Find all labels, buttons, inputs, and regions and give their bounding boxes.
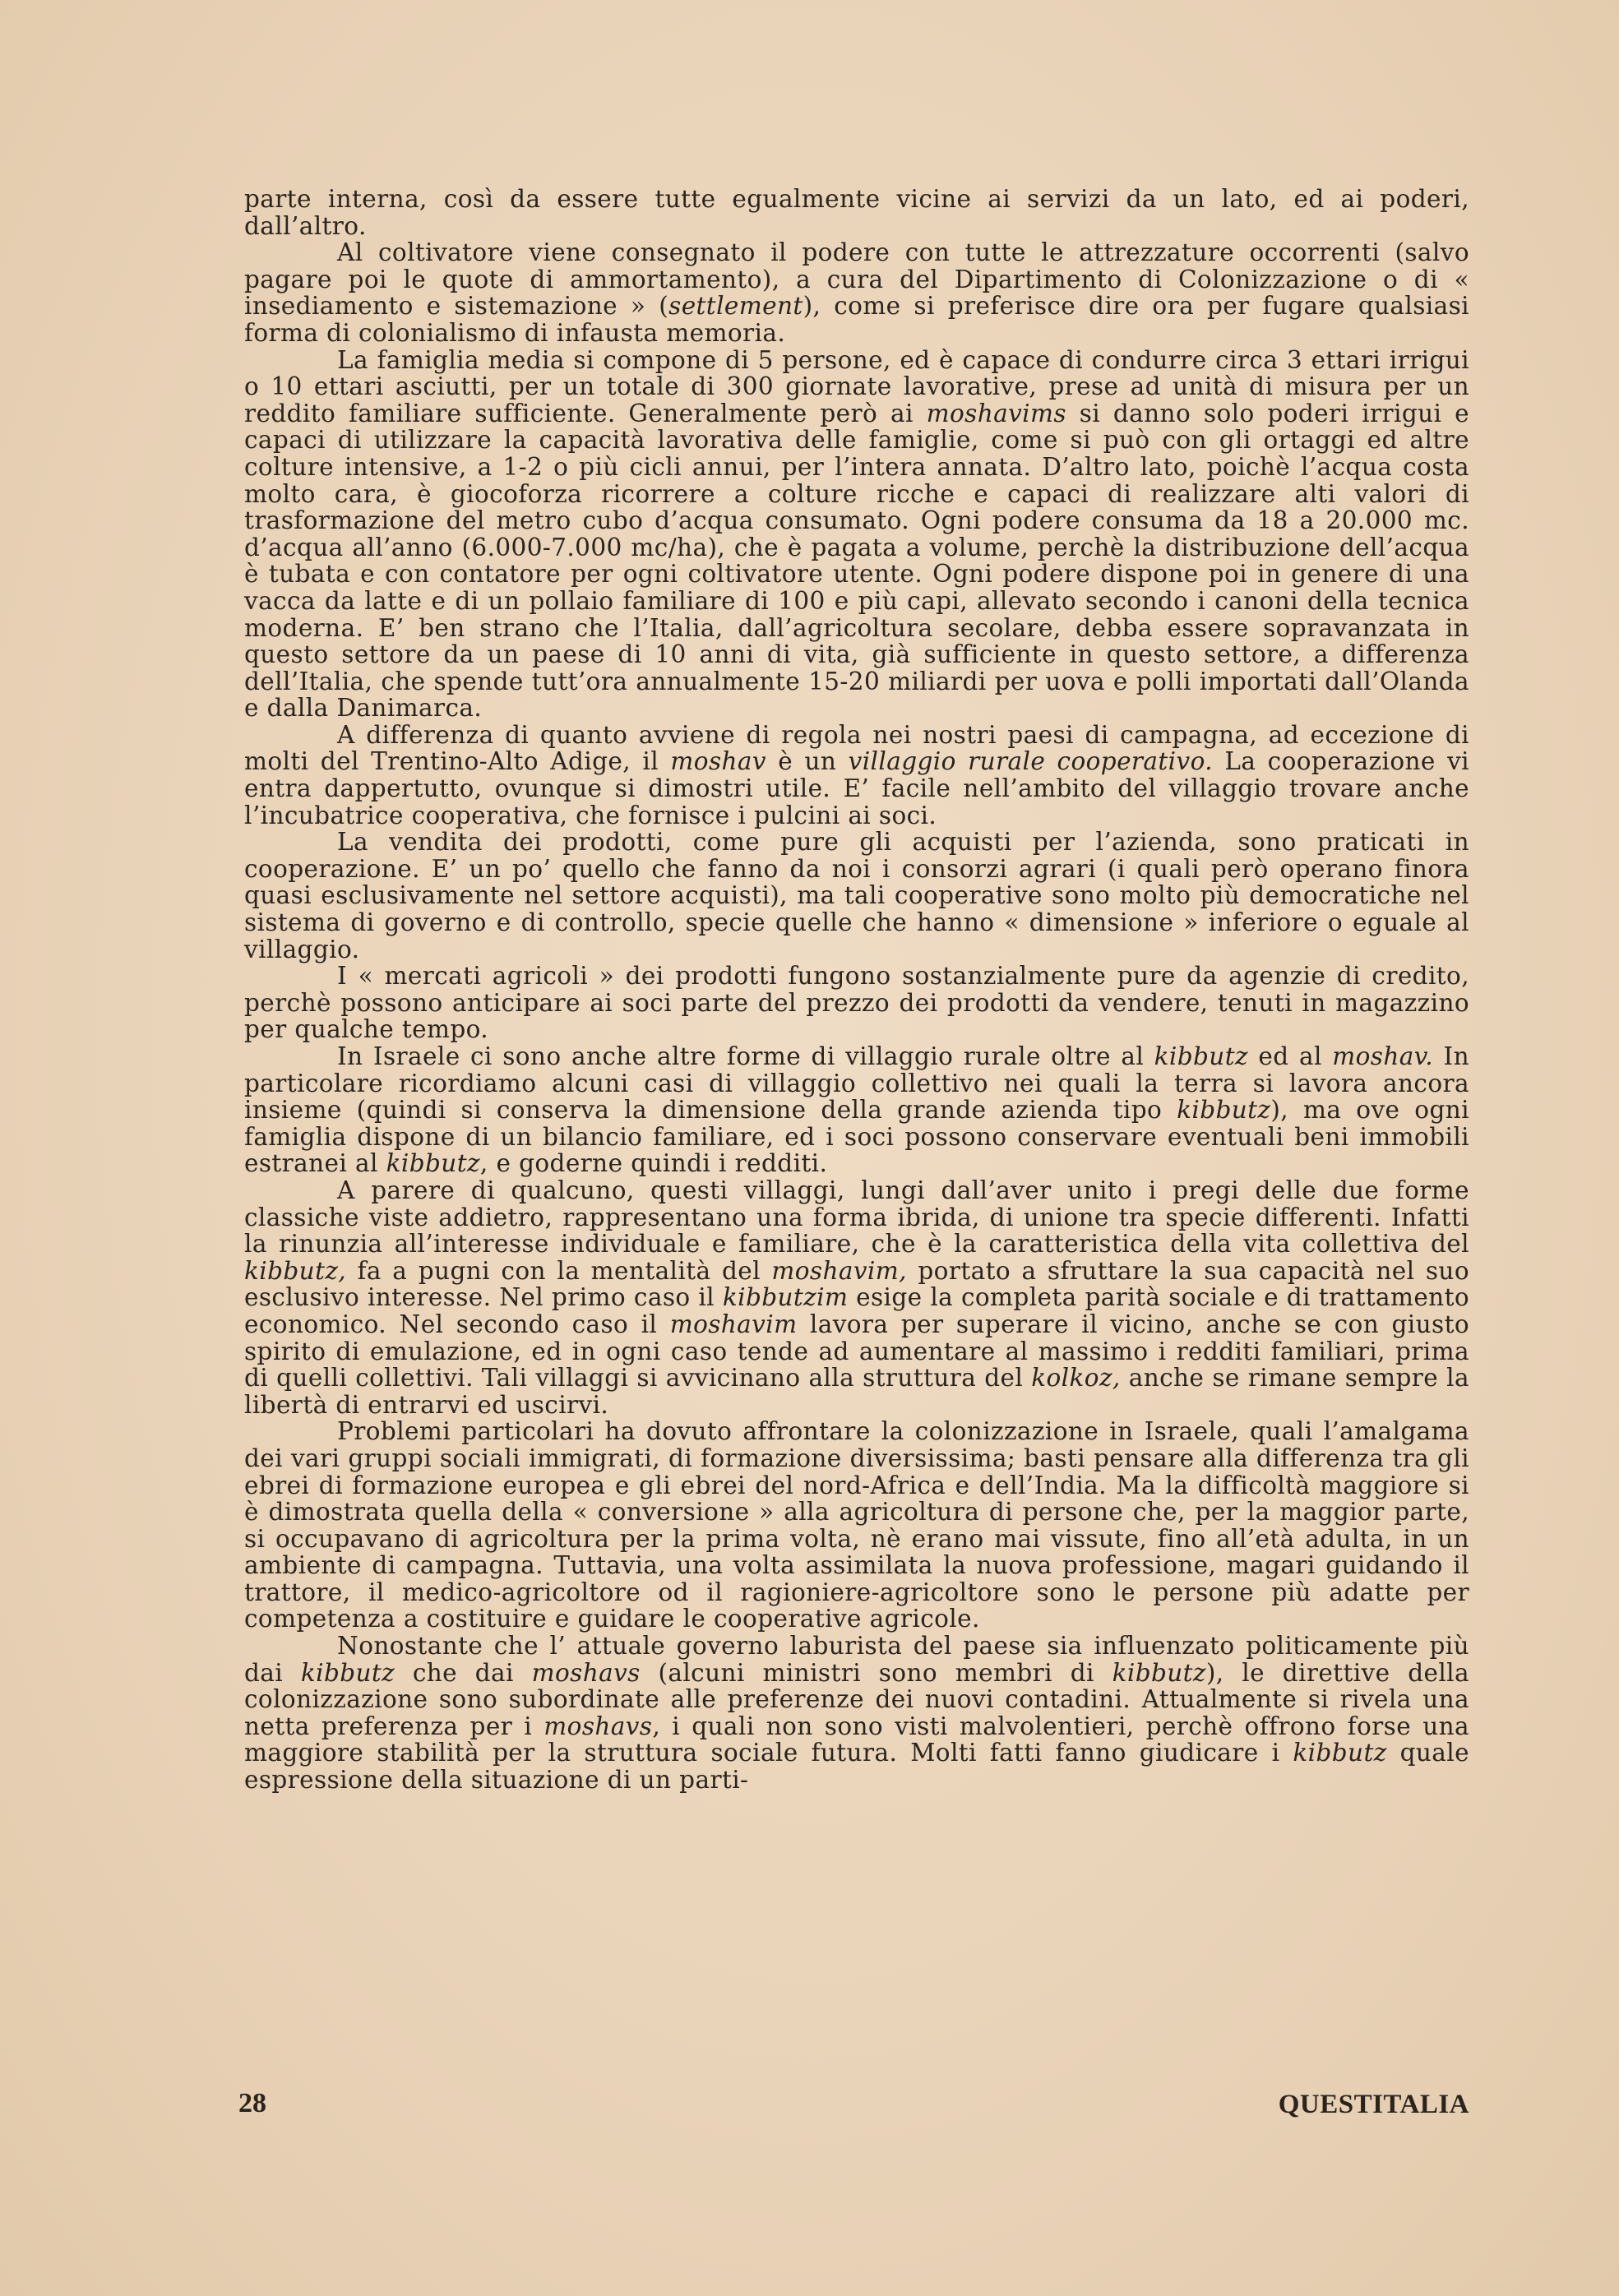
text-run: ), le direttive della colonizzazione sono subordinate alle preferenze dei nuovi contadini. Attualmente si rivela una netta preferenza per i <box>244 1658 1469 1740</box>
text-run: , e goderne quindi i redditi. <box>479 1149 828 1178</box>
italic-term: moshavim, <box>771 1256 907 1285</box>
italic-term: moshavims <box>926 399 1066 427</box>
text-run: che dai <box>395 1658 532 1687</box>
italic-term: kolkoz, <box>1031 1364 1121 1393</box>
paragraph <box>244 722 1469 829</box>
text-run: La cooperazione vi entra dappertutto, ovunque si dimostri utile. E’ facile nell’ambito del villaggio trovare anche l’incubatrice cooperativa, che fornisce i pulcini ai soci. <box>244 747 1469 829</box>
text-run: Nonostante che l’ attuale governo laburista del paese sia influenzato politicamente più dai <box>244 1632 1469 1687</box>
text-run: anche se rimane sempre la libertà di entrarvi ed uscirvi. <box>244 1364 1469 1419</box>
text-run: ), ma ove ogni famiglia dispone di un bilancio familiare, ed i soci possono conservare eventuali beni immobili estranei al <box>244 1096 1469 1178</box>
italic-term: kibbutz <box>1293 1739 1387 1767</box>
paragraph <box>244 347 1469 722</box>
text-run: ), come si preferisce dire ora per fugare qualsiasi forma di colonialismo di infausta memoria. <box>244 292 1469 347</box>
text-run: Problemi particolari ha dovuto affrontare la colonizzazione in Israele, quali l’amalgama dei vari gruppi sociali immigrati, di formazione diversissima; basti pensare alla differenza tra gli ebrei di formazione europea e gli ebrei del nord-Africa e dell’India. Ma la difficoltà maggiore si è dimostrata quella della « conversione » alla agricoltura di persone che, per la maggior parte, si occupavano di agricoltura per la prima volta, nè erano mai vissute, fino all’età adulta, in un ambiente di campagna. Tuttavia, una volta assimilata la nuova professione, magari guidando il trattore, il medico-agricoltore od il ragioniere-agricoltore sono le persone più adatte per competenza a costituire e guidare le cooperative agricole. <box>244 1417 1469 1633</box>
italic-term: moshav <box>670 747 766 776</box>
paragraph <box>244 963 1469 1043</box>
italic-term: villaggio rurale cooperativo. <box>848 747 1213 776</box>
italic-term: moshav. <box>1332 1042 1434 1070</box>
italic-term: kibbutz, <box>244 1256 347 1285</box>
italic-term: kibbutz <box>1177 1096 1271 1125</box>
paragraph <box>244 239 1469 346</box>
italic-term: moshavs <box>544 1712 653 1740</box>
paragraph <box>244 186 1469 239</box>
italic-term: kibbutz <box>386 1149 480 1178</box>
text-run: fa a pugni con la mentalità del <box>346 1256 772 1285</box>
magazine-name: QUESTITALIA <box>1278 2090 1469 2119</box>
article-body <box>244 186 1469 1794</box>
text-run: In Israele ci sono anche altre forme di villaggio rurale oltre al <box>337 1042 1154 1070</box>
paragraph <box>244 829 1469 963</box>
italic-term: moshavs <box>531 1658 641 1687</box>
italic-term: kibbutz <box>1112 1658 1206 1687</box>
text-run: (alcuni ministri sono membri di <box>640 1658 1112 1687</box>
text-run: In particolare ricordiamo alcuni casi di villaggio collettivo nei quali la terra si lavora ancora insieme (quindi si conserva la dimensione della grande azienda tipo <box>244 1042 1469 1125</box>
text-run: A parere di qualcuno, questi villaggi, lungi dall’aver unito i pregi delle due forme classiche viste addietro, rappresentano una forma ibrida, di unione tra specie differenti. Infatti la rinunzia all’interesse individuale e familiare, che è la caratteristica della vita collettiva del <box>244 1176 1469 1259</box>
italic-term: kibbutzim <box>722 1283 849 1312</box>
text-run: è un <box>766 747 849 776</box>
text-run: I « mercati agricoli » dei prodotti fungono sostanzialmente pure da agenzie di credito, perchè possono anticipare ai soci parte del prezzo dei prodotti da vendere, tenuti in magazzino per qualche tempo. <box>244 962 1469 1044</box>
text-run: parte interna, così da essere tutte egualmente vicine ai servizi da un lato, ed ai poderi, dall’altro. <box>244 185 1469 240</box>
text-run: portato a sfruttare la sua capacità nel suo esclusivo interesse. Nel primo caso il <box>244 1256 1469 1312</box>
italic-term: kibbutz <box>300 1658 395 1687</box>
text-run: A differenza di quanto avviene di regola nei nostri paesi di campagna, ad eccezione di molti del Trentino-Alto Adige, il <box>244 720 1469 776</box>
text-run: esige la completa parità sociale e di trattamento economico. Nel secondo caso il <box>244 1283 1469 1338</box>
paragraph <box>244 1177 1469 1418</box>
italic-term: moshavim <box>669 1310 798 1338</box>
page-number: 28 <box>238 2088 266 2118</box>
paragraph <box>244 1633 1469 1794</box>
text-run: si danno solo poderi irrigui e capaci di utilizzare la capacità lavorativa delle famiglie, come si può con gli ortaggi ed altre colture intensive, a 1-2 o più cicli annui, per l’intera annata. D’altro lato, poichè l’acqua costa molto cara, è giocoforza ricorrere a colture ricche e capaci di realizzare alti valori di trasformazione del metro cubo d’acqua consumato. Ogni podere consuma da 18 a 20.000 mc. d’acqua all’anno (6.000-7.000 mc/ha), che è pagata a volume, perchè la distribuzione dell’acqua è tubata e con contatore per ogni coltivatore utente. Ogni podere dispone poi in genere di una vacca da latte e di un pollaio familiare di 100 e più capi, allevato secondo i canoni della tecnica moderna. E’ ben strano che l’Italia, dall’agricoltura secolare, debba essere sopravanzata in questo settore da un paese di 10 anni di vita, già sufficiente in questo settore, a differenza dell’Italia, che spende tutt’ora annualmente 15-20 miliardi per uova e polli importati dall’Olanda e dalla Danimarca. <box>244 399 1469 723</box>
text-run: La vendita dei prodotti, come pure gli acquisti per l’azienda, sono praticati in cooperazione. E’ un po’ quello che fanno da noi i consorzi agrari (i quali però operano finora quasi esclusivamente nel settore acquisti), ma tali cooperative sono molto più democratiche nel sistema di governo e di controllo, specie quelle che hanno « dimensione » inferiore o eguale al villaggio. <box>244 828 1469 963</box>
text-run: La famiglia media si compone di 5 persone, ed è capace di condurre circa 3 ettari irrigui o 10 ettari asciutti, per un totale di 300 giornate lavorative, prese ad unità di misura per un reddito familiare sufficiente. Generalmente però ai <box>244 345 1469 427</box>
text-run: quale espressione della situazione di un parti- <box>244 1739 1469 1795</box>
text-run: ed al <box>1247 1042 1333 1070</box>
text-run: Al coltivatore viene consegnato il podere con tutte le attrezzature occorrenti (salvo pagare poi le quote di ammortamento), a cura del Dipartimento di Colonizzazione o di « insediamento e sistemazione » ( <box>244 238 1469 321</box>
italic-term: settlement <box>668 292 803 321</box>
paragraph <box>244 1418 1469 1633</box>
paragraph <box>244 1043 1469 1177</box>
text-run: , i quali non sono visti malvolentieri, perchè offrono forse una maggiore stabilità per la struttura sociale futura. Molti fatti fanno giudicare i <box>244 1712 1469 1767</box>
italic-term: kibbutz <box>1154 1042 1248 1070</box>
text-run: lavora per superare il vicino, anche se con giusto spirito di emulazione, ed in ogni caso tende ad aumentare al massimo i redditi familiari, prima di quelli collettivi. Tali villaggi si avvicinano alla struttura del <box>244 1310 1469 1393</box>
